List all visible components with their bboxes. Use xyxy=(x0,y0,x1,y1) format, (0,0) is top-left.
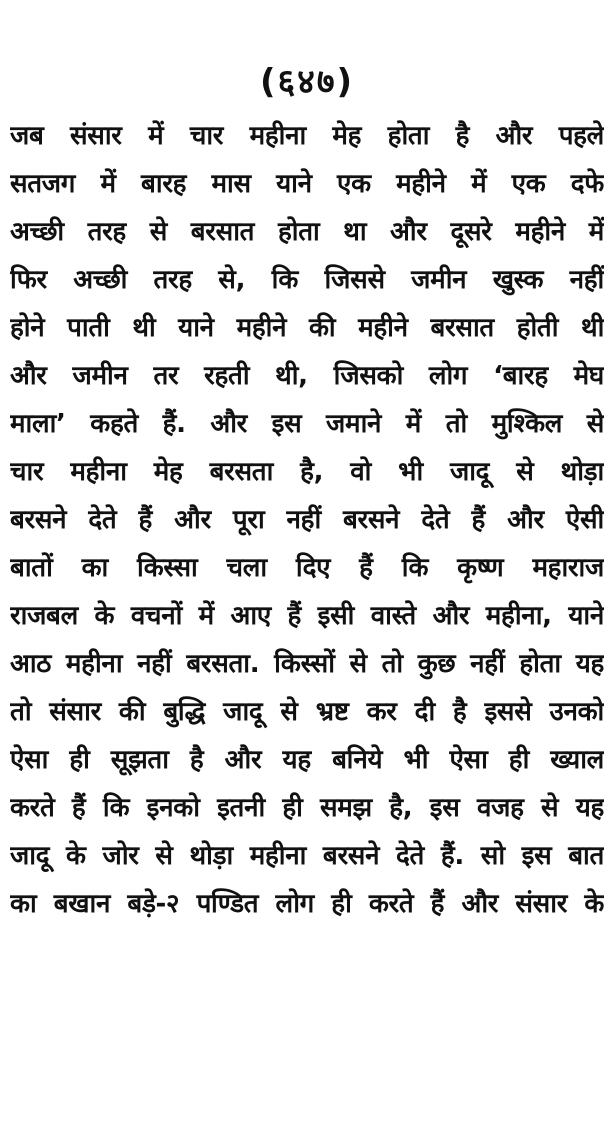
text-line: करते हैं कि इनको इतनी ही समझ है, इस वजह से यह xyxy=(10,793,604,823)
text-line: अच्छी तरह से बरसात होता था और दूसरे महीने में xyxy=(10,217,604,247)
text-line: ऐसा ही सूझता है और यह बनिये भी ऐसा ही ख्याल xyxy=(10,745,604,775)
text-line: बरसने देते हैं और पूरा नहीं बरसने देते हैं और ऐसी xyxy=(10,505,604,535)
text-line: तो संसार की बुद्धि जादू से भ्रष्ट कर दी है इससे उनको xyxy=(10,697,604,727)
text-line: जादू के जोर से थोड़ा महीना बरसने देते हैं. सो इस बात xyxy=(10,841,604,871)
text-line: बातों का किस्सा चला दिए हैं कि कृष्ण महाराज xyxy=(10,553,604,583)
text-line: और जमीन तर रहती थी, जिसको लोग ‘बारह मेघ xyxy=(10,361,604,391)
page-number: (६४७) xyxy=(259,62,355,102)
text-line: चार महीना मेह बरसता है, वो भी जादू से थोड़ा xyxy=(10,457,604,487)
text-line: होने पाती थी याने महीने की महीने बरसात होती थी xyxy=(10,313,604,343)
text-line: आठ महीना नहीं बरसता. किस्सों से तो कुछ नहीं होता यह xyxy=(10,649,604,679)
body-text xyxy=(10,112,604,928)
text-line: सतजग में बारह मास याने एक महीने में एक दफे xyxy=(10,169,604,199)
text-line: माला’ कहते हैं. और इस जमाने में तो मुश्किल से xyxy=(10,409,604,439)
text-line: फिर अच्छी तरह से, कि जिससे जमीन खुस्क नहीं xyxy=(10,265,604,295)
text-line: राजबल के वचनों में आए हैं इसी वास्ते और महीना, याने xyxy=(10,601,604,631)
text-line: जब संसार में चार महीना मेह होता है और पहले xyxy=(10,121,604,151)
text-line: का बखान बड़े-२ पण्डित लोग ही करते हैं और संसार के xyxy=(10,889,604,919)
